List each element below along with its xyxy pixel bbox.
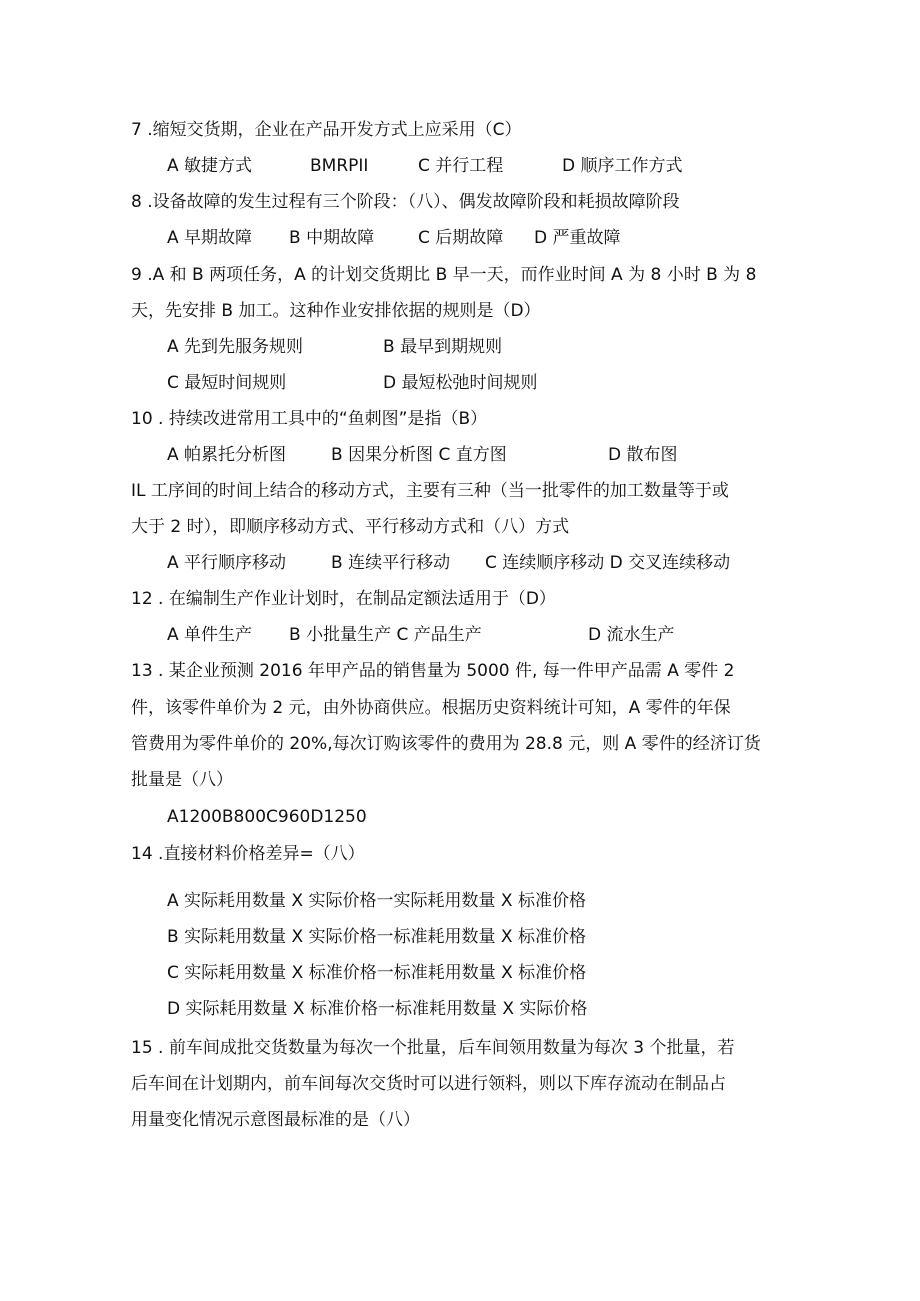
question-9-stem-line-1: 9 .A 和 B 两项任务，A 的计划交货期比 B 早一天，而作业时间 A 为 8 小时 B 为 8 [131,265,757,285]
question-11-stem-line-2: 大于 2 时），即顺序移动方式、平行移动方式和（八）方式 [131,517,570,537]
question-15-stem-line-3: 用量变化情况示意图最标准的是（八） [131,1110,420,1130]
question-7-option-a: A 敏捷方式 [167,156,253,176]
question-9-option-a: A 先到先服务规则 [167,337,304,357]
question-14-stem: 14 .直接材料价格差异=（八） [131,844,365,864]
question-9-stem-line-2: 天，先安排 B 加工。这种作业安排依据的规则是（D） [131,301,541,321]
question-12-option-a: A 单件生产 [167,625,253,645]
question-12-option-d: D 流水生产 [588,625,675,645]
question-10-option-bc: B 因果分析图 C 直方图 [331,445,507,465]
question-11-option-cd: C 连续顺序移动 D 交叉连续移动 [485,553,731,573]
question-12-option-bc: B 小批量生产 C 产品生产 [289,625,482,645]
question-13-options: A1200B800C960D1250 [167,807,367,827]
question-13-stem-line-1: 13 . 某企业预测 2016 年甲产品的销售量为 5000 件, 每一件甲产品需 A 零件 2 [131,661,735,681]
question-12-stem: 12 . 在编制生产作业计划时，在制品定额法适用于（D） [131,589,556,609]
question-14-option-b: B 实际耗用数量 X 实际价格一标准耗用数量 X 标准价格 [167,927,586,947]
question-14-option-c: C 实际耗用数量 X 标准价格一标准耗用数量 X 标准价格 [167,963,587,983]
question-14-option-a: A 实际耗用数量 X 实际价格一实际耗用数量 X 标准价格 [167,891,586,911]
question-7-stem: 7 .缩短交货期，企业在产品开发方式上应采用（C） [131,120,522,140]
question-9-option-d: D 最短松弛时间规则 [383,373,538,393]
question-13-stem-line-3: 管费用为零件单价的 20%,每次订购该零件的费用为 28.8 元，则 A 零件的经济订货 [131,734,761,754]
question-8-option-d: D 严重故障 [534,228,621,248]
question-8-option-c: C 后期故障 [418,228,504,248]
question-9-option-b: B 最早到期规则 [383,337,503,357]
question-11-stem-line-1: IL 工序间的时间上结合的移动方式，主要有三种（当一批零件的加工数量等于或 [131,481,729,501]
question-11-option-a: A 平行顺序移动 [167,553,287,573]
question-10-stem: 10 . 持续改进常用工具中的“鱼刺图”是指（B） [131,409,488,429]
question-11-option-b: B 连续平行移动 [331,553,451,573]
question-7-option-b: BMRPII [310,156,369,176]
question-8-option-b: B 中期故障 [289,228,375,248]
question-15-stem-line-1: 15 . 前车间成批交货数量为每次一个批量，后车间领用数量为每次 3 个批量，若 [131,1038,735,1058]
question-8-option-a: A 早期故障 [167,228,253,248]
question-15-stem-line-2: 后车间在计划期内，前车间每次交货时可以进行领料，则以下库存流动在制品占 [131,1074,726,1094]
question-10-option-d: D 散布图 [608,445,678,465]
question-13-stem-line-4: 批量是（八） [131,770,233,790]
question-13-stem-line-2: 件，该零件单价为 2 元，由外协商供应。根据历史资料统计可知，A 零件的年保 [131,698,731,718]
question-7-option-c: C 并行工程 [418,156,504,176]
question-14-option-d: D 实际耗用数量 X 标准价格一标准耗用数量 X 实际价格 [167,999,588,1019]
question-9-option-c: C 最短时间规则 [167,373,287,393]
question-10-option-a: A 帕累托分析图 [167,445,287,465]
question-8-stem: 8 .设备故障的发生过程有三个阶段：（八）、偶发故障阶段和耗损故障阶段 [131,192,680,212]
question-7-option-d: D 顺序工作方式 [562,156,683,176]
